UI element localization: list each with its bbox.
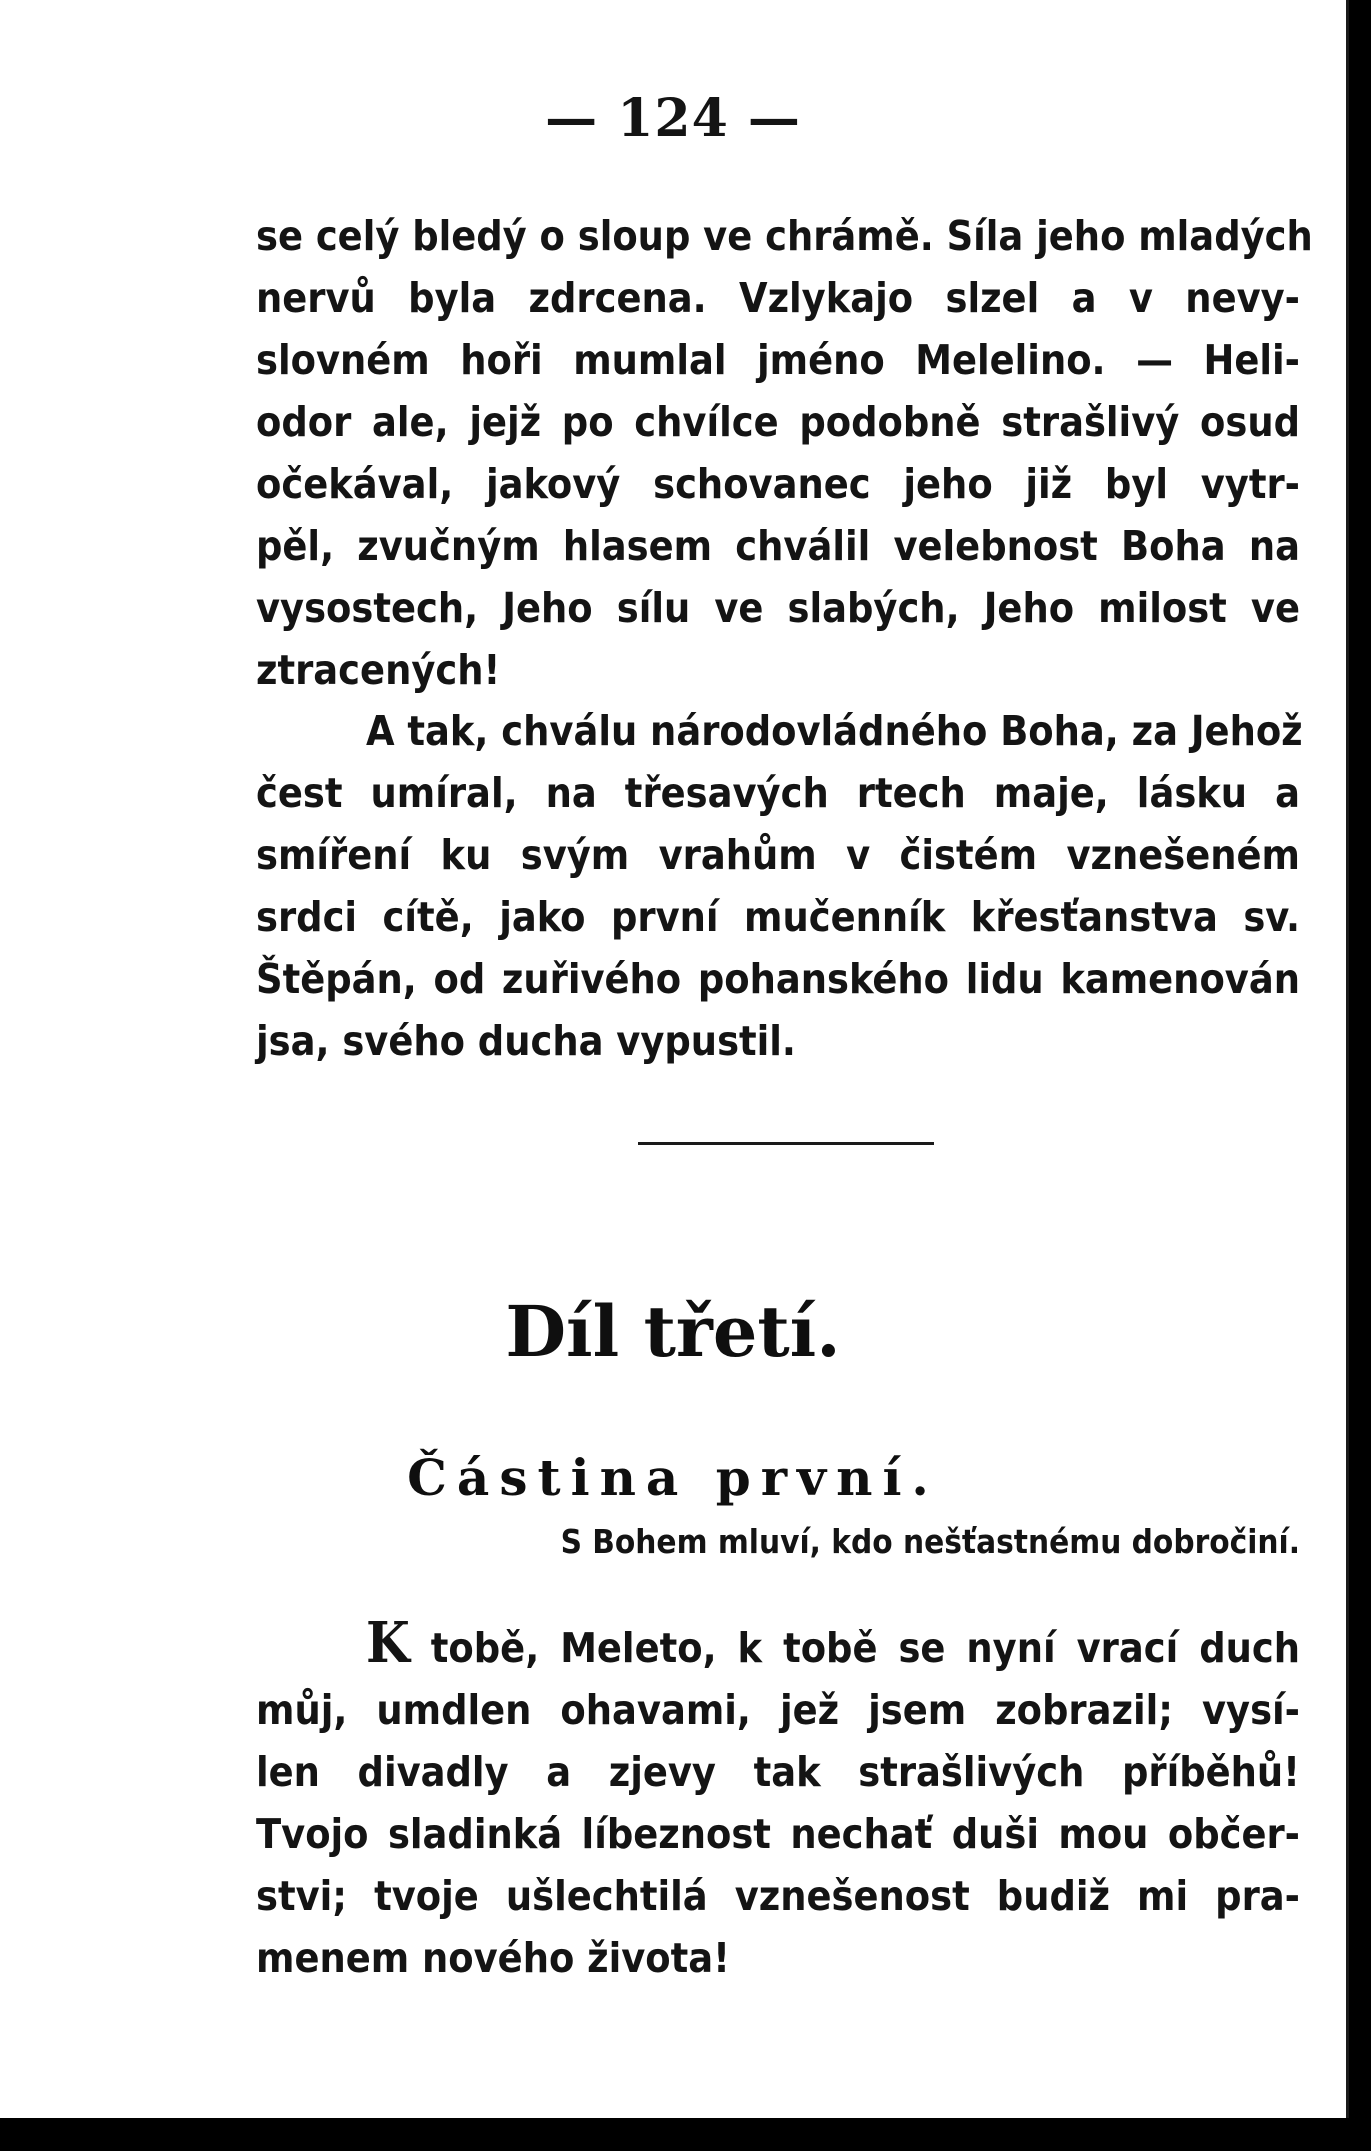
chapter-motto: S Bohem mluví, kdo nešťastnému dobročiní. <box>560 1522 1300 1561</box>
paragraph-1 <box>256 205 1313 701</box>
text-line: smíření ku svým vrahům v čistém vznešeném <box>256 831 1300 879</box>
text-line: slovném hoři mumlal jméno Melelino. — Heli- <box>256 336 1300 384</box>
text-line <box>256 1612 1300 1679</box>
section-divider <box>638 1142 934 1145</box>
text-line: se celý bledý o sloup ve chrámě. Síla jeho mladých <box>256 212 1313 260</box>
text-line: můj, umdlen ohavami, jež jsem zobrazil; vysí- <box>256 1686 1300 1734</box>
text-line: očekával, jakový schovanec jeho již byl vytr- <box>256 460 1300 508</box>
paragraph-3 <box>256 1612 1300 1989</box>
text-line: A tak, chválu národovládného Boha, za Jehož <box>366 707 1303 755</box>
text-line: vysostech, Jeho sílu ve slabých, Jeho milost ve <box>256 584 1300 632</box>
text-line: len divadly a zjevy tak strašlivých příběhů! <box>256 1748 1300 1796</box>
text-line: odor ale, jejž po chvílce podobně strašlivý osud <box>256 398 1300 446</box>
text-line: Štěpán, od zuřivého pohanského lidu kamenován <box>256 955 1300 1003</box>
text-line: menem nového života! <box>256 1934 730 1982</box>
text-line: ztracených! <box>256 646 501 694</box>
text-line: Tvojo sladinká líbeznost nechať duši mou občer- <box>256 1810 1300 1858</box>
page-number: — 124 — <box>545 88 801 149</box>
text-line-rest: tobě, Meleto, k tobě se nyní vrací duch <box>409 1624 1300 1672</box>
text-line: čest umíral, na třesavých rtech maje, lásku a <box>256 769 1300 817</box>
paragraph-2 <box>256 700 1303 1072</box>
text-line: stvi; tvoje ušlechtilá vznešenost budiž mi pra- <box>256 1872 1300 1920</box>
text-line: srdci cítě, jako první mučenník křesťanstva sv. <box>256 893 1300 941</box>
text-line: jsa, svého ducha vypustil. <box>256 1017 796 1065</box>
part-title: Díl třetí. <box>505 1290 841 1373</box>
drop-cap: K <box>366 1610 410 1676</box>
chapter-title: Částina první. <box>407 1448 939 1507</box>
text-line: nervů byla zdrcena. Vzlykajo slzel a v nevy- <box>256 274 1300 322</box>
text-line: pěl, zvučným hlasem chválil velebnost Boha na <box>256 522 1300 570</box>
